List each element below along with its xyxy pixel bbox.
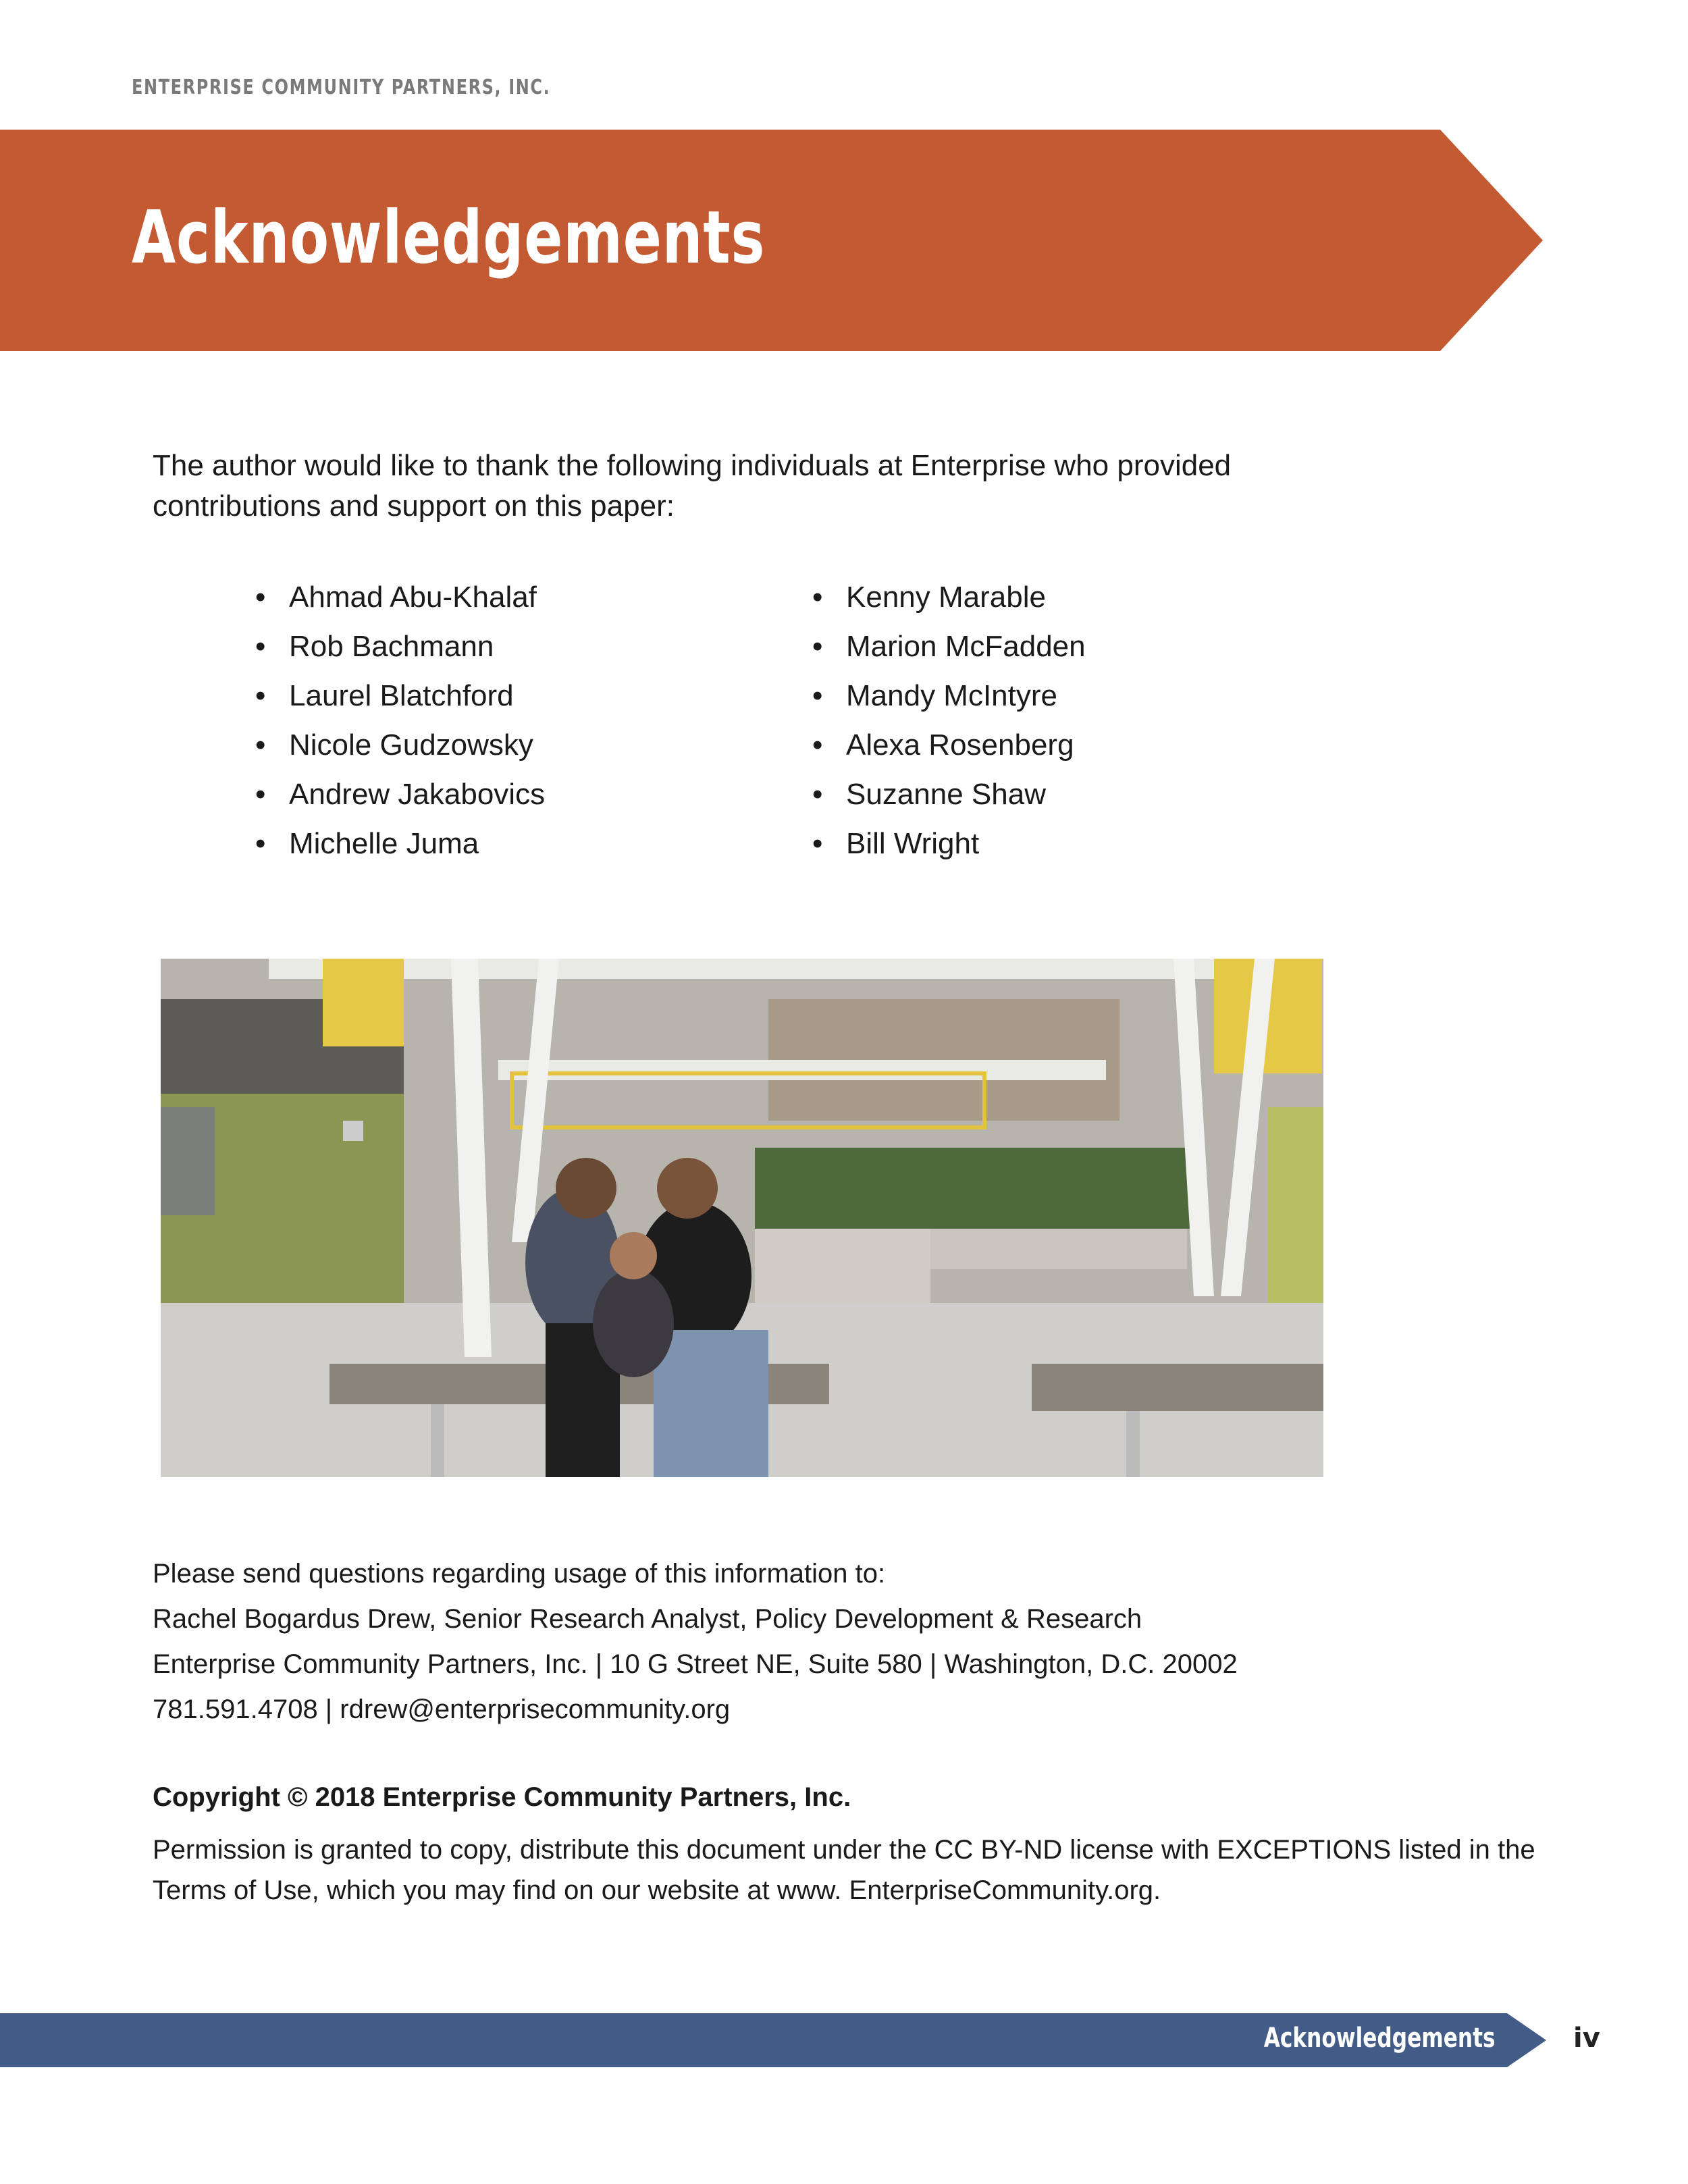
list-item: • Suzanne Shaw: [812, 778, 1046, 811]
page-title: Acknowledgements: [132, 196, 766, 280]
permission-text: Permission is granted to copy, distribute this document under the CC BY-ND license with EXCEPTIONS listed in the Terms of Use, which you may find on our website at www. EnterpriseCommunity.org.: [153, 1835, 1535, 1905]
list-item: • Ahmad Abu-Khalaf: [255, 581, 537, 614]
list-item: • Laurel Blatchford: [255, 679, 514, 712]
list-item: • Rob Bachmann: [255, 630, 494, 663]
contact-phone-email: 781.591.4708 | rdrew@enterprisecommunity.org: [153, 1695, 731, 1724]
organization-header: ENTERPRISE COMMUNITY PARTNERS, INC.: [132, 76, 551, 99]
footer-section-label: Acknowledgements: [1264, 2023, 1496, 2054]
list-item: • Marion McFadden: [812, 630, 1086, 663]
contact-block: [153, 1551, 1238, 1732]
list-item: • Mandy McIntyre: [812, 679, 1057, 712]
list-item: • Alexa Rosenberg: [812, 728, 1074, 762]
names-list-left: [255, 577, 545, 873]
list-item: • Michelle Juma: [255, 827, 479, 860]
contact-name: Rachel Bogardus Drew, Senior Research Analyst, Policy Development & Research: [153, 1604, 1142, 1634]
names-list-right: [812, 577, 1086, 873]
list-item: • Andrew Jakabovics: [255, 778, 546, 811]
list-item: • Kenny Marable: [812, 581, 1046, 614]
intro-text: The author would like to thank the following individuals at Enterprise who provided contributions and support on this paper:: [153, 449, 1232, 523]
list-item: • Bill Wright: [812, 827, 980, 860]
copyright: Copyright © 2018 Enterprise Community Partners, Inc.: [153, 1782, 851, 1812]
list-item: • Nicole Gudzowsky: [255, 728, 533, 762]
contact-intro: Please send questions regarding usage of this information to:: [153, 1559, 886, 1589]
contact-address: Enterprise Community Partners, Inc. | 10 G Street NE, Suite 580 | Washington, D.C. 20002: [153, 1649, 1238, 1679]
family-courtyard-photo: [161, 959, 1323, 1477]
page-number: iv: [1573, 2023, 1600, 2054]
